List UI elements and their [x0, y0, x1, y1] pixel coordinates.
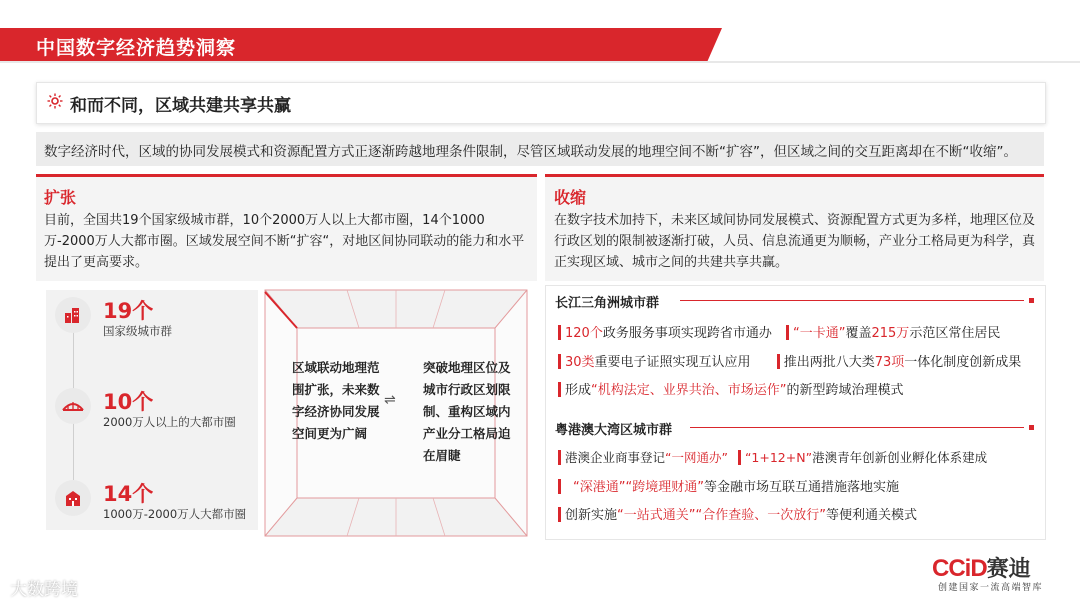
fact-segment: 推出两批八大类: [783, 355, 875, 370]
expansion-body: 目前，全国共19个国家级城市群，10个2000万人以上大都市圈，14个1000万-2000万人大都市圈。区域发展空间不断“扩容“，对地区间协同联动的能力和水平提出了更高要求。: [44, 213, 525, 270]
city-buildings-icon: [55, 297, 91, 333]
exchange-arrow-icon: ⇌: [384, 392, 396, 408]
region-title: 粤港澳大湾区城市群: [555, 423, 673, 438]
fact-segment: 30类: [565, 355, 595, 370]
contraction-title: 收缩: [554, 188, 587, 207]
perspective-left-text: 区域联动地理范围扩张，未来数字经济协同发展空间更为广阔: [292, 360, 380, 441]
stat-description: 2000万人以上的大都市圈: [103, 415, 236, 429]
fact-segment: “1+12+N”: [744, 450, 813, 465]
fact-segment: “深港通”: [573, 480, 626, 495]
section-marker: [1029, 298, 1034, 303]
fact-row: [558, 322, 1000, 341]
fact-row: [558, 379, 904, 398]
page-title: 中国数字经济趋势洞察: [36, 37, 237, 59]
section-divider: [690, 427, 1024, 428]
header-divider: [0, 61, 1080, 63]
fact-segment: “一网通办”: [665, 450, 728, 465]
fact-segment: 73项: [874, 355, 905, 370]
section-divider: [680, 300, 1024, 301]
fact-segment: “合作查验、一次放行”: [695, 508, 826, 523]
logo-slogan: 创建国家一流高端智库: [938, 583, 1044, 593]
fact-segment: 215万: [871, 326, 910, 341]
stat-number: 14个: [103, 482, 154, 506]
stat-description: 1000万-2000万人大都市圈: [103, 507, 247, 521]
perspective-right-text: 突破地理区位及城市行政区划限制、重构区域内产业分工格局迫在眉睫: [423, 360, 511, 463]
section-marker: [1029, 425, 1034, 430]
fact-segment: 港澳企业商事登记: [565, 450, 666, 465]
fact-row: [558, 351, 1021, 370]
ccid-logo: [932, 552, 1031, 583]
fact-segment: 创新实施: [565, 508, 618, 523]
logo-cn: 赛迪: [986, 557, 1031, 582]
fact-segment: 等便利通关模式: [825, 508, 917, 523]
fact-segment: 重要电子证照实现互认应用: [594, 355, 751, 370]
fact-segment: “一站式通关”: [617, 508, 696, 523]
fact-segment: 一体化制度创新成果: [904, 355, 1022, 370]
building-block-icon: [55, 480, 91, 516]
stat-number: 19个: [103, 299, 154, 323]
expansion-title: 扩张: [44, 188, 77, 207]
fact-segment: “机构法定、业界共治、市场运作”: [591, 383, 787, 398]
fact-segment: 覆盖: [845, 326, 872, 341]
sun-icon: [47, 93, 63, 109]
fact-segment: 等金融市场互联互通措施落地实施: [703, 480, 899, 495]
bridge-icon: [55, 388, 91, 424]
fact-segment: 形成: [565, 383, 592, 398]
fact-segment: 120个: [565, 326, 603, 341]
section-subtitle: 和而不同，区域共建共享共赢: [70, 96, 291, 116]
stat-number: 10个: [103, 390, 154, 414]
logo-text: CCiD: [932, 555, 987, 582]
contraction-body: 在数字技术加持下，未来区域间协同发展模式、资源配置方式更为多样，地理区位及行政区划的限制被逐渐打破，人员、信息流通更为顺畅，产业分工格局更为科学，真正实现区域、城市之间的共建共享共赢。: [554, 213, 1036, 270]
watermark: 大数跨境: [10, 580, 78, 600]
stat-description: 国家级城市群: [103, 324, 172, 338]
fact-segment: 的新型跨域治理模式: [786, 383, 904, 398]
fact-segment: 港澳青年创新创业孵化体系建成: [812, 450, 988, 465]
fact-row: [558, 476, 899, 495]
fact-segment: 示范区常住居民: [909, 326, 1001, 341]
region-title: 长江三角洲城市群: [555, 296, 660, 311]
fact-segment: 政务服务事项实现跨省市通办: [602, 326, 772, 341]
fact-segment: “跨境理财通”: [625, 480, 704, 495]
fact-segment: “一卡通”: [792, 326, 846, 341]
fact-row: [558, 448, 987, 466]
fact-row: [558, 504, 917, 523]
intro-text: 数字经济时代，区域的协同发展模式和资源配置方式正逐渐跨越地理条件限制，尽管区域联动发展的地理空间不断“扩容”，但区域之间的交互距离却在不断“收缩”。: [44, 144, 1017, 160]
